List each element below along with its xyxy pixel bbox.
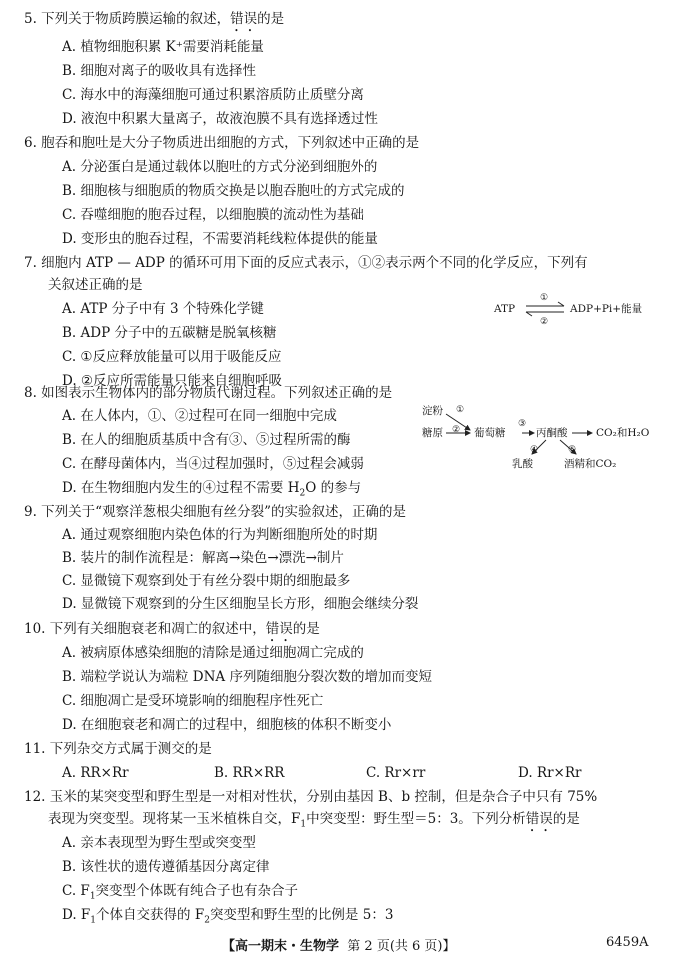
q9-option-b: B. 装片的制作流程是：解离→染色→漂洗→制片 [62,550,344,566]
q12-stem-subscript: 1 [300,819,307,830]
q9-option-c: C. 显微镜下观察到处于有丝分裂中期的细胞最多 [62,573,351,589]
q8-option-d-text: D. 在生物细胞内发生的④过程不需要 H [62,480,300,496]
q9-option-d: D. 显微镜下观察到的分生区细胞呈长方形，细胞会继续分裂 [62,596,419,612]
reaction-1-label: ① [540,293,549,303]
adp-pi-energy-label: ADP+Pi+能量 [570,303,643,315]
q10-stem [24,620,320,645]
q12-option-c [62,882,298,906]
q5-option-a: A. 植物细胞积累 K⁺需要消耗能量 [62,39,264,55]
q9-stem: 9. 下列关于“观察洋葱根尖细胞有丝分裂”的实验叙述，正确的是 [24,504,406,520]
q12-option-d-text: D. F [62,907,91,923]
lactate-label: 乳酸 [512,458,533,470]
q6-option-d: D. 变形虫的胞吞过程，不需要消耗线粒体提供的能量 [62,231,378,247]
q5-option-c: C. 海水中的海藻细胞可通过积累溶质防止质壁分离 [62,87,364,103]
q10-option-a: A. 被病原体感染细胞的清除是通过细胞凋亡完成的 [62,645,364,661]
q10-option-b: B. 端粒学说认为端粒 DNA 序列随细胞分裂次数的增加而变短 [62,669,432,685]
q11-option-d: D. Rr×Rr [518,765,582,781]
footer-page-number: 第 2 页(共 6 页)】 [347,939,456,954]
q12-stem-line2 [48,810,580,835]
q12-option-d [62,906,393,930]
footer-exam-title: 【高一期末・生物学 [222,939,340,954]
q7-stem-line2: 关叙述正确的是 [48,277,143,293]
step-5-label: ⑤ [568,445,577,455]
q11-option-b: B. RR×RR [214,765,285,781]
q8-option-a: A. 在人体内，①、②过程可在同一细胞中完成 [62,408,337,424]
q12-stem-emphasis: 错误 [525,811,553,827]
co2-water-label: CO₂和H₂O [596,427,650,439]
pyruvate-label: 丙酮酸 [536,427,568,439]
q12-stem-line1: 12. 玉米的某突变型和野生型是一对相对性状，分别由基因 B、b 控制，但是杂合子中只有 75% [24,789,598,805]
q8-option-d-end: O 的参与 [305,480,362,496]
paper-code: 6459A [606,935,649,950]
q12-option-c-end: 突变型个体既有纯合子也有杂合子 [95,883,299,899]
q12-option-c-text: C. F [62,883,90,899]
q7-stem-line1: 7. 细胞内 ATP — ADP 的循环可用下面的反应式表示，①②表示两个不同的化学反应，下列有 [24,255,588,271]
step-1-label: ① [456,405,465,415]
metabolism-pathway-figure [416,402,666,472]
q12-stem-end: 的是 [552,811,580,827]
starch-label: 淀粉 [422,405,443,417]
q12-option-d-middle: 个体自交获得的 F [96,907,205,923]
q5-stem-end: 的是 [257,11,285,27]
q12-option-c-subscript: 1 [89,891,96,902]
q8-stem: 8. 如图表示生物体内的部分物质代谢过程。下列叙述正确的是 [24,385,393,401]
q10-stem-text: 10. 下列有关细胞衰老和凋亡的叙述中， [24,621,266,637]
atp-adp-cycle-figure [488,292,658,328]
q12-option-d-end: 突变型和野生型的比例是 5：3 [209,907,394,923]
q12-stem-text: 表现为突变型。现将某一玉米植株自交，F [48,811,301,827]
q5-option-d: D. 液泡中积累大量离子，故液泡膜不具有选择透过性 [62,111,378,127]
q6-option-c: C. 吞噬细胞的胞吞过程，以细胞膜的流动性为基础 [62,207,364,223]
q12-option-a: A. 亲本表现型为野生型或突变型 [62,835,256,851]
q10-option-c: C. 细胞凋亡是受环境影响的细胞程序性死亡 [62,693,324,709]
q7-option-c: C. ①反应释放能量可以用于吸能反应 [62,349,282,365]
q10-option-d: D. 在细胞衰老和凋亡的过程中，细胞核的体积不断变小 [62,717,392,733]
q8-option-b: B. 在人的细胞质基质中含有③、⑤过程所需的酶 [62,432,351,448]
q7-option-d: D. ②反应所需能量只能来自细胞呼吸 [62,373,283,389]
q11-stem: 11. 下列杂交方式属于测交的是 [24,741,212,757]
step-3-label: ③ [518,419,527,429]
step-4-label: ④ [530,445,539,455]
q11-option-c: C. Rr×rr [366,765,426,781]
q6-stem: 6. 胞吞和胞吐是大分子物质进出细胞的方式，下列叙述中正确的是 [24,135,420,151]
atp-label: ATP [494,303,516,315]
q8-option-c: C. 在酵母菌体内，当④过程加强时，⑤过程会减弱 [62,456,364,472]
q5-stem-text: 5. 下列关于物质跨膜运输的叙述， [24,11,231,27]
q10-stem-end: 的是 [292,621,320,637]
q12-stem-middle: 中突变型：野生型＝5：3。下列分析 [306,811,526,827]
q7-option-b: B. ADP 分子中的五碳糖是脱氧核糖 [62,325,277,341]
glucose-label: 葡萄糖 [474,427,506,439]
q11-option-a: A. RR×Rr [62,765,129,781]
page-footer [222,935,456,954]
q8-option-d [62,479,361,503]
q12-option-b: B. 该性状的遗传遵循基因分离定律 [62,859,270,875]
q8-option-d-subscript: 2 [299,488,306,499]
ethanol-co2-label: 酒精和CO₂ [564,458,617,470]
q5-option-b: B. 细胞对离子的吸收具有选择性 [62,63,257,79]
q10-stem-emphasis: 错误 [265,621,293,637]
step-2-label: ② [452,425,461,435]
q7-option-a: A. ATP 分子中有 3 个特殊化学键 [62,301,264,317]
q5-stem [24,10,284,35]
q9-option-a: A. 通过观察细胞内染色体的行为判断细胞所处的时期 [62,527,378,543]
q12-option-d-subscript-2: 2 [204,915,210,926]
glycogen-label: 糖原 [422,427,443,439]
q12-option-d-subscript-1: 1 [90,915,97,926]
q6-option-a: A. 分泌蛋白是通过载体以胞吐的方式分泌到细胞外的 [62,159,378,175]
q6-option-b: B. 细胞核与细胞质的物质交换是以胞吞胞吐的方式完成的 [62,183,405,199]
q5-stem-emphasis: 错误 [230,11,258,27]
reaction-2-label: ② [540,317,549,327]
